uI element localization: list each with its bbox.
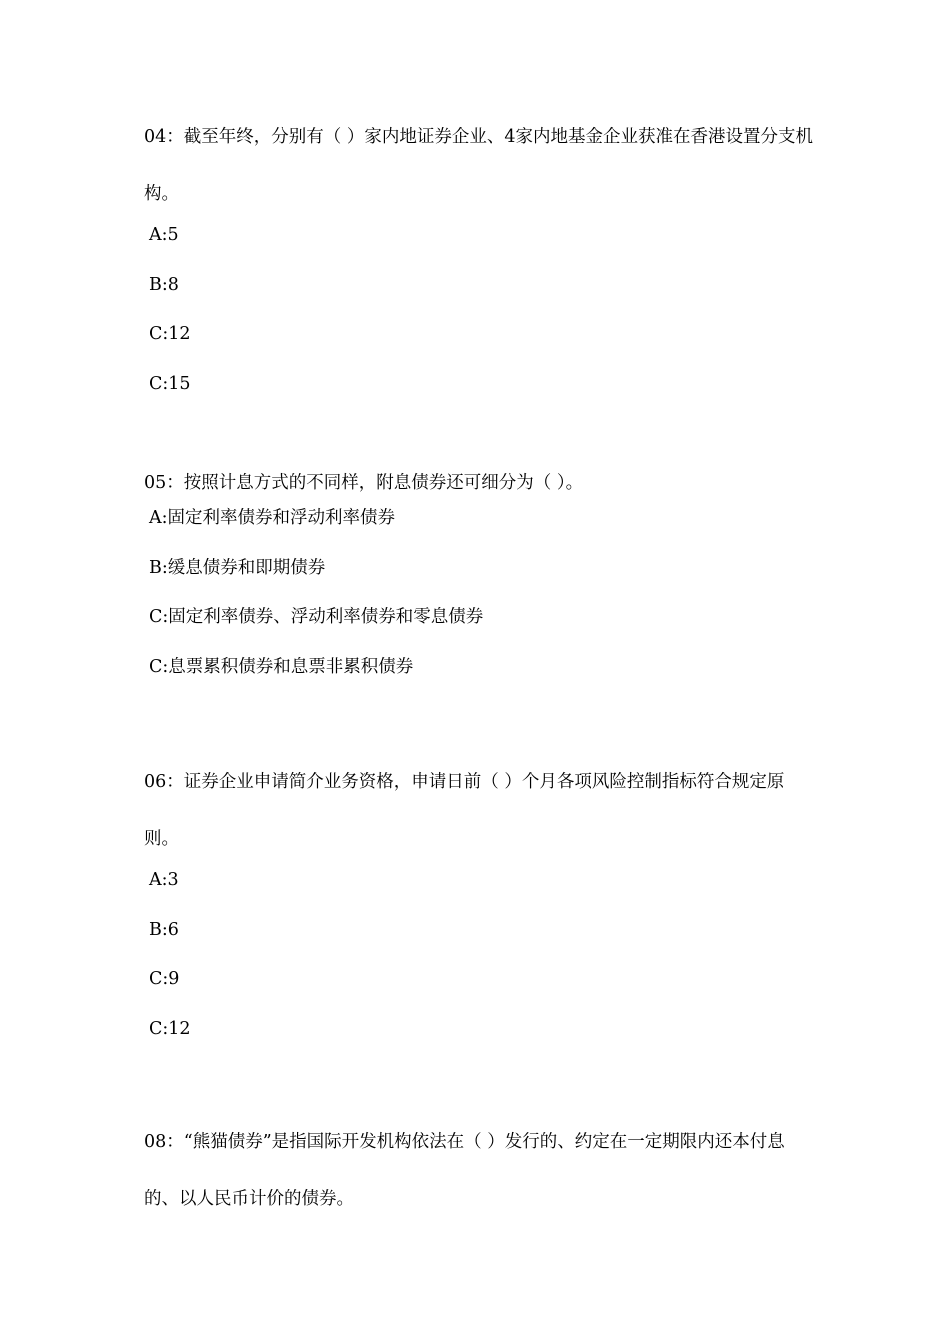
question-stem: 08：“熊猫债券”是指国际开发机构依法在（ ）发行的、约定在一定期限内还本付息的、以人民币计价的债券。: [144, 1132, 785, 1209]
question-stem: 06：证券企业申请简介业务资格，申请日前（ ）个月各项风险控制指标符合规定原则。: [144, 772, 785, 849]
option-a: A:5: [149, 225, 179, 245]
question-stem: 05：按照计息方式的不同样，附息债券还可细分为（ ）。: [144, 473, 584, 493]
option-a: A:固定利率债券和浮动利率债券: [149, 508, 396, 528]
option-b: B:缓息债券和即期债券: [149, 557, 326, 578]
question-06: [144, 754, 814, 1066]
option-d: C:12: [149, 1018, 191, 1039]
question-05: [144, 470, 814, 704]
option-c: C:9: [149, 969, 180, 989]
option-a: A:3: [149, 870, 179, 890]
question-04: [144, 109, 814, 421]
option-d: C:息票累积债券和息票非累积债券: [149, 656, 414, 677]
option-c: C:固定利率债券、浮动利率债券和零息债券: [149, 607, 484, 627]
option-b: B:6: [149, 919, 179, 940]
question-08: [144, 1114, 814, 1228]
question-stem: 04：截至年终，分别有（ ）家内地证券企业、4家内地基金企业获准在香港设置分支机构。: [144, 127, 813, 204]
option-b: B:8: [149, 274, 179, 295]
option-c: C:12: [149, 324, 191, 344]
option-d: C:15: [149, 373, 191, 394]
